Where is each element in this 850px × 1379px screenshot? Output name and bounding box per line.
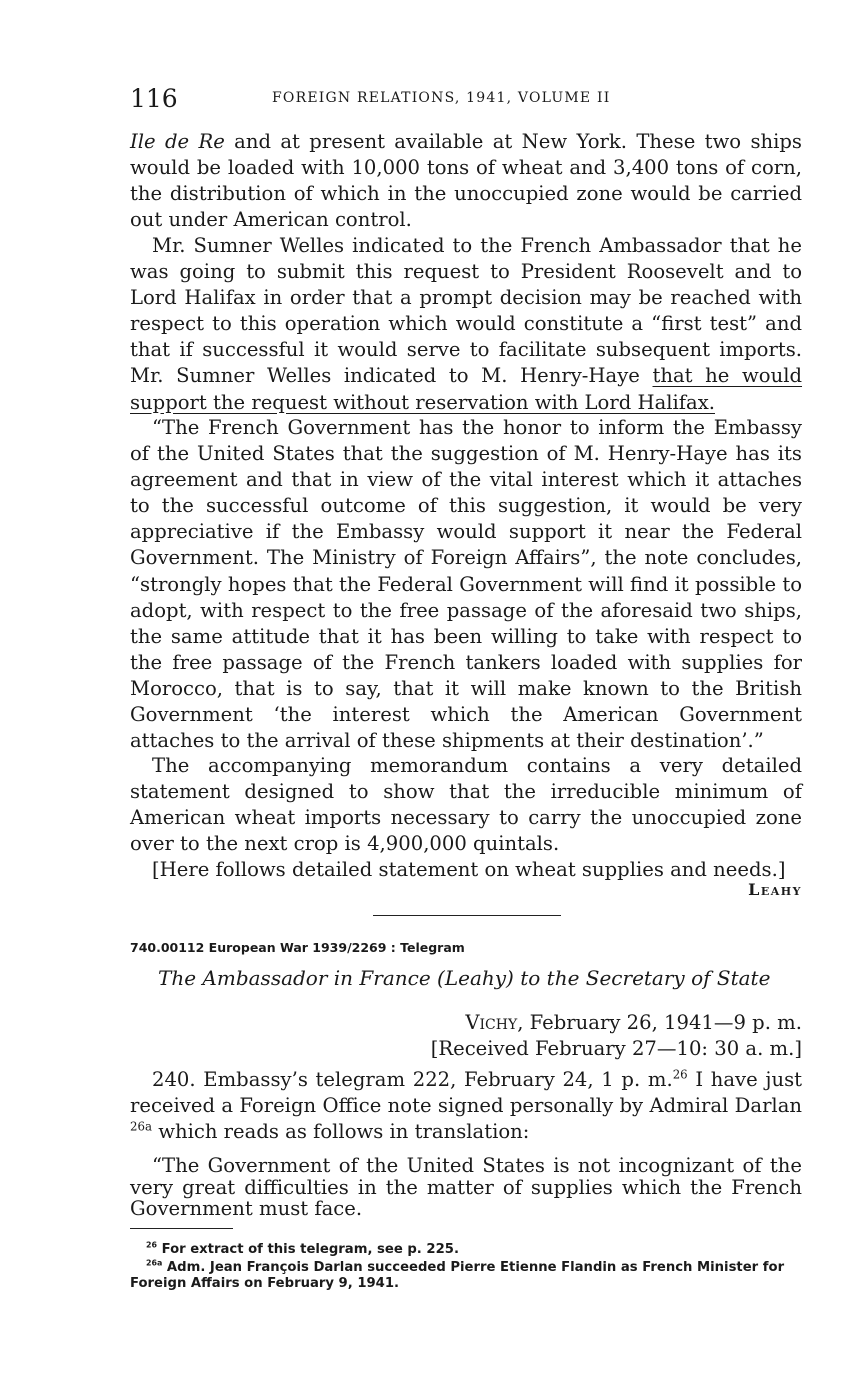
dateline-place: Vichy [465, 1011, 518, 1034]
page-number: 116 [130, 84, 178, 113]
paragraph-continuation [130, 129, 802, 233]
paragraph-memorandum [130, 753, 802, 857]
dateline-date: , February 26, 1941—9 p. m. [517, 1011, 802, 1034]
footnote-ref: 26 [672, 1067, 688, 1082]
footnote-26a [130, 1260, 802, 1292]
footnote-text: Adm. Jean François Darlan succeeded Pierre Etienne Flandin as French Minister for Foreign Affairs on February 9, 1941. [130, 1260, 785, 1291]
paragraph-text: Mr. Sumner Welles indicated to the French Ambassador that he was going to submit this request to President Roosevelt and to Lord Halifax in order that a prompt decision may be reached with respect to this operation which would constitute a “first test” and that if successful it would serve to facilitate subsequent imports. Mr. Sumner Welles indicated to M. Henry-Haye [130, 234, 802, 388]
paragraph-french-note [130, 415, 802, 754]
footnote-mark: 26a [146, 1258, 163, 1268]
paragraph-text: “The French Government has the honor to inform the Embassy of the United States that the suggestion of M. Henry-Haye has its agreement and that in view of the vital interest which it attaches to the successful outcome of this suggestion, it would be very appreciative if the Embassy would support it near the Federal Government. The Ministry of Foreign Affairs”, the note concludes, “strongly hopes that the Federal Government will find it possible to adopt, with respect to the free passage of the aforesaid two ships, the same attitude that it has been willing to take with respect to the free passage of the French tankers loaded with supplies for Morocco, that is to say, that it will make known to the British Government ‘the interest which the American Government attaches to the arrival of these shipments at their destination’.” [130, 416, 802, 753]
ship-name: Ile de Re [130, 130, 225, 153]
document-reference: 740.00112 European War 1939/2269 : Telegram [130, 940, 465, 955]
quoted-note-paragraph [130, 1155, 802, 1220]
footnote-mark: 26 [146, 1240, 158, 1250]
received-line: [Received February 27—10: 30 a. m.] [430, 1037, 802, 1060]
paragraph-text: “The Government of the United States is not incognizant of the very great difficulties in the matter of supplies which the French Government must face. [130, 1154, 802, 1220]
paragraph-text: [Here follows detailed statement on wheat supplies and needs.] [152, 858, 786, 881]
dateline [465, 1011, 802, 1034]
footnote-26 [130, 1242, 802, 1258]
paragraph-text: and at present available at New York. These two ships would be loaded with 10,000 tons of wheat and 3,400 tons of corn, the distribution of which in the unoccupied zone would be carried out under American control. [130, 130, 802, 232]
signature: Leahy [748, 880, 802, 899]
paragraph-welles [130, 233, 802, 416]
running-title: FOREIGN RELATIONS, 1941, VOLUME II [272, 90, 611, 106]
paragraph-editorial-note [130, 857, 802, 883]
underlined-passage: that he would support the request without reservation with Lord Halifax. [130, 364, 803, 414]
footnote-text: For extract of this telegram, see p. 225. [157, 1242, 459, 1257]
paragraph-text: The accompanying memorandum contains a very detailed statement designed to show that the irreducible minimum of American wheat imports necessary to carry the unoccupied zone over to the next crop is 4,900,000 quintals. [130, 754, 802, 856]
document-heading: The Ambassador in France (Leahy) to the Secretary of State [158, 966, 771, 990]
telegram-paragraph [130, 1067, 802, 1145]
section-divider [373, 915, 561, 916]
paragraph-text: 240. Embassy’s telegram 222, February 24, 1 p. m. [152, 1068, 673, 1091]
paragraph-text: which reads as follows in translation: [151, 1120, 530, 1144]
paragraph-text: I have just received a Foreign Office note signed personally by Admiral Darlan [130, 1068, 803, 1118]
footnote-rule [130, 1228, 233, 1229]
footnote-ref: 26a [130, 1119, 152, 1134]
